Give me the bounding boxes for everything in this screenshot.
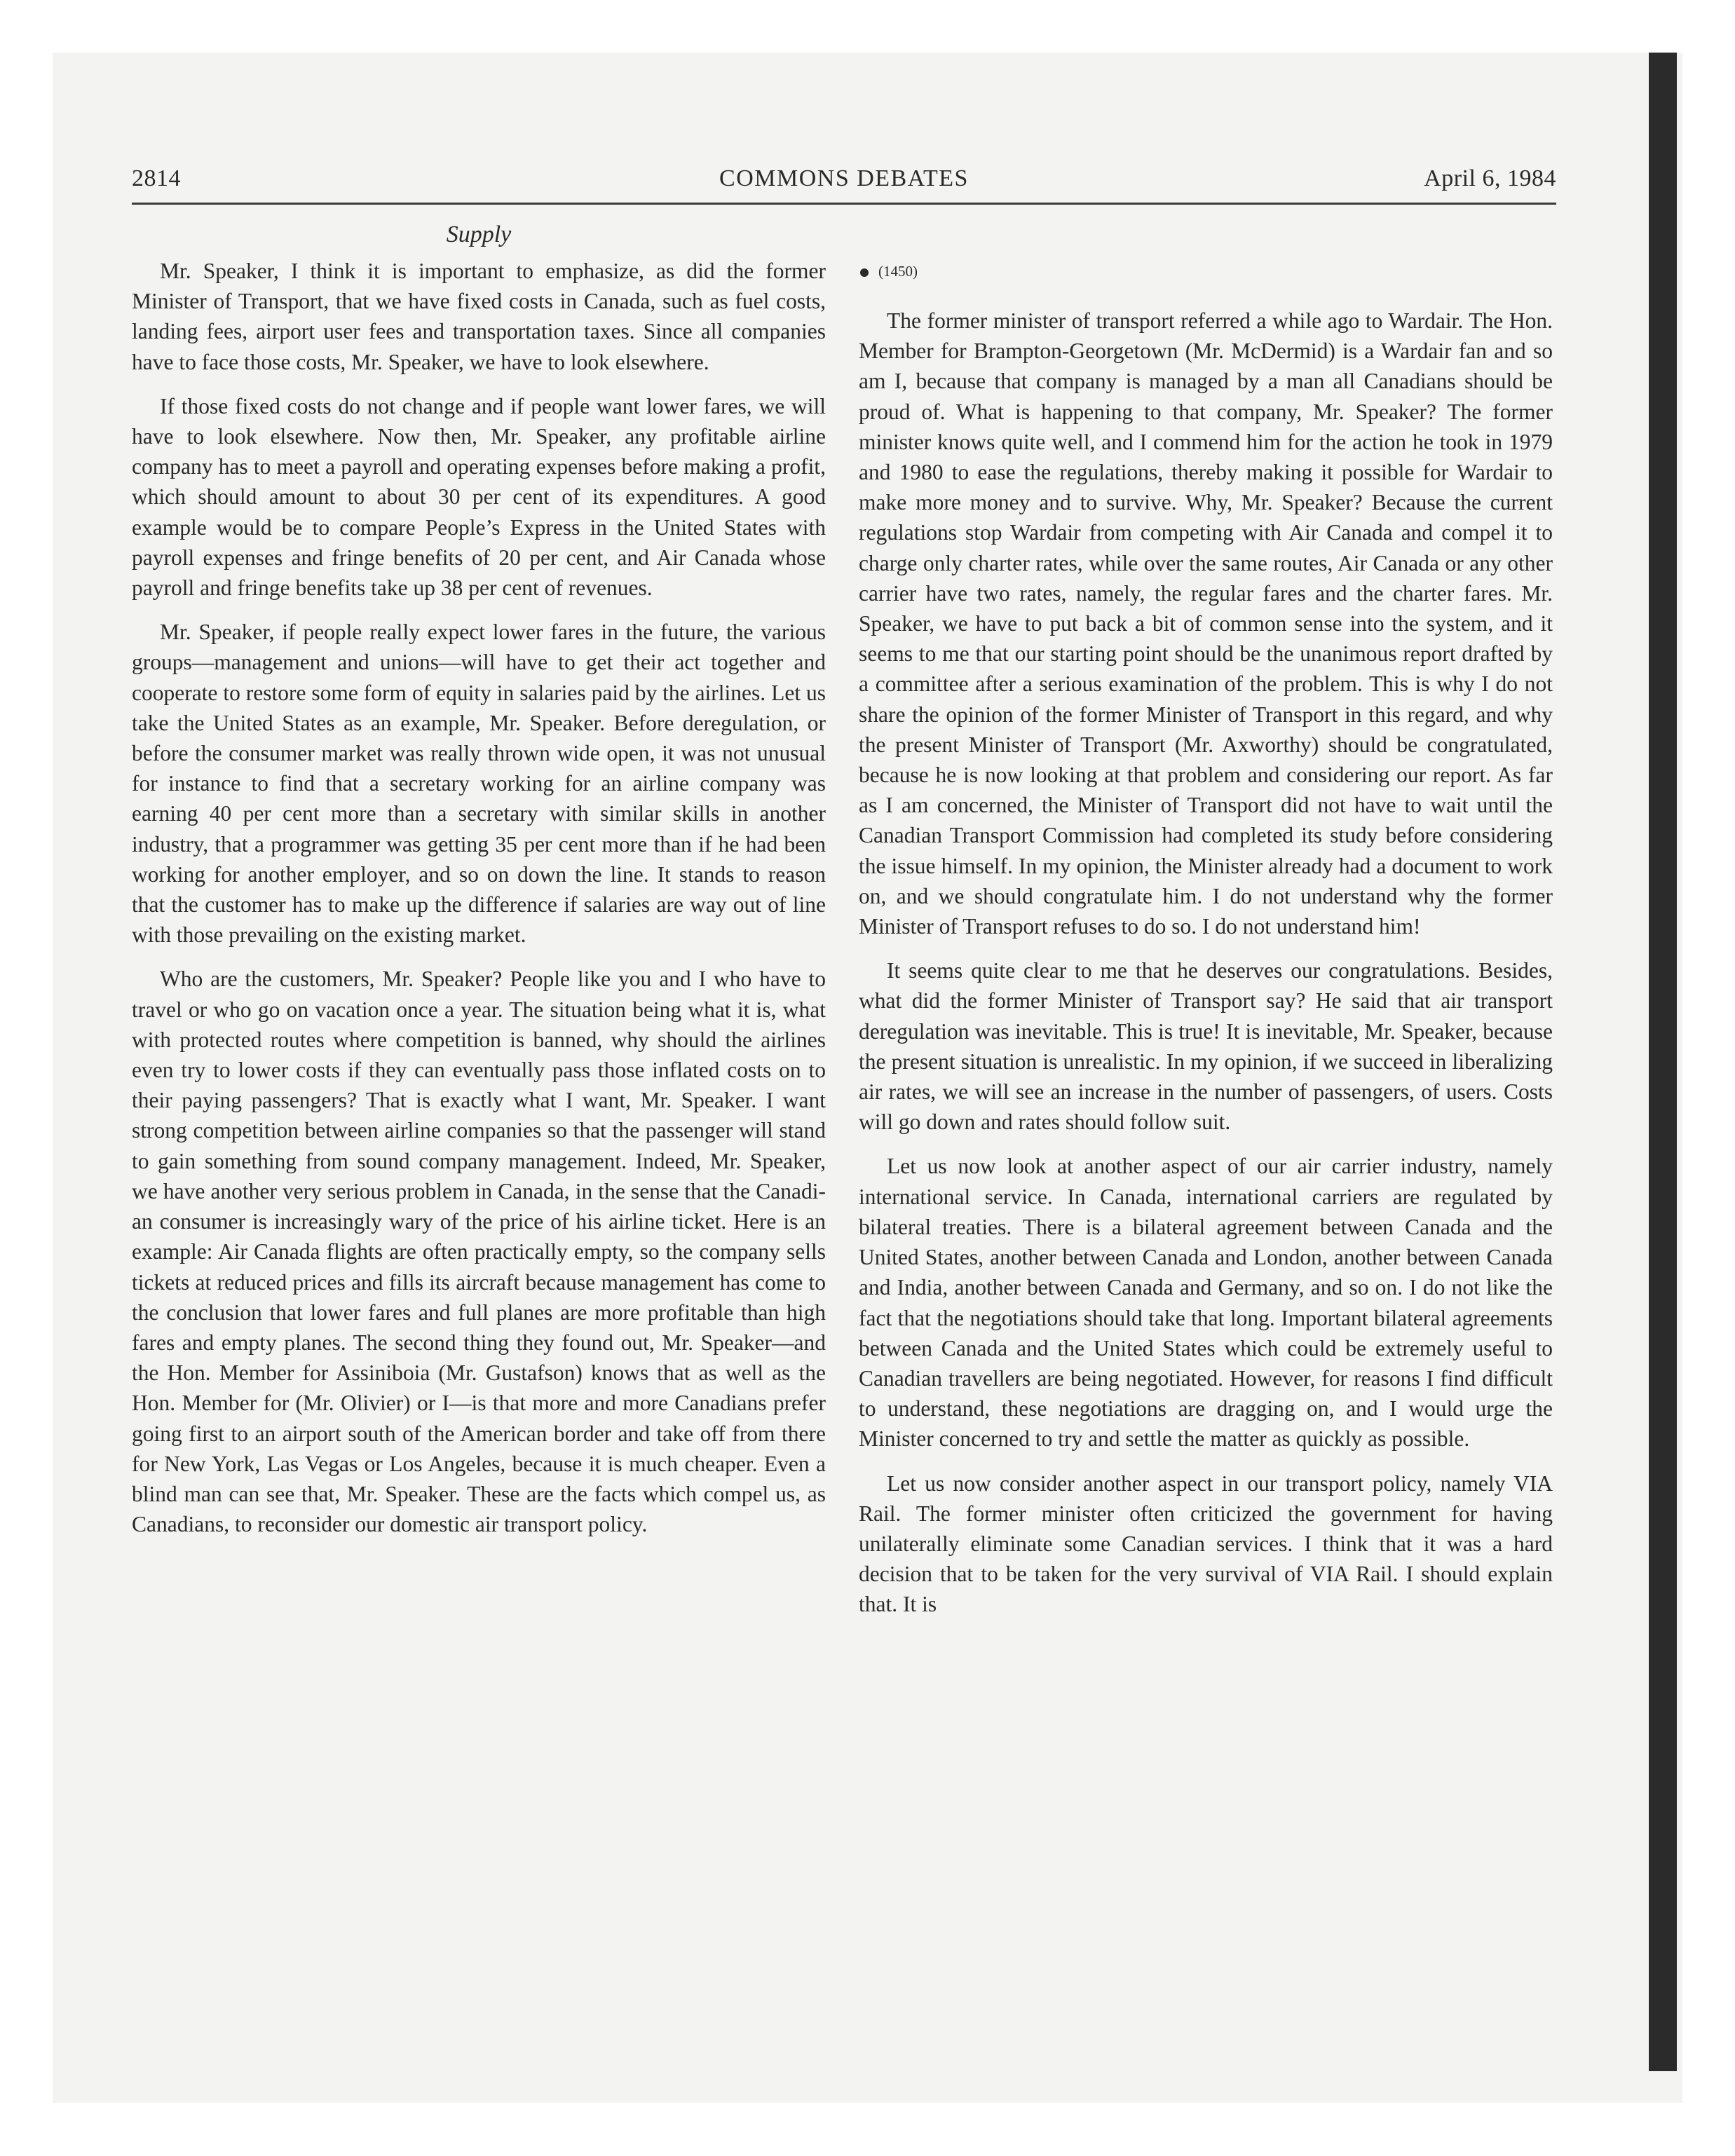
- page-date: April 6, 1984: [1424, 165, 1556, 191]
- publication-title: COMMONS DEBATES: [719, 165, 969, 191]
- time-marker: [859, 254, 1553, 289]
- paragraph: It seems quite clear to me that he deserves our congratulations. Besides, what did the former Minister of Transport say? He said that air transport deregulation was inevitable. This is true! It is inevitable, Mr. Speaker, because the present situation is unrealistic. In my opinion, if we succeed in liberalizing air rates, we will see an increase in the number of passengers, of users. Costs will go down and rates should follow suit.: [859, 958, 1553, 1135]
- scan-edge-shadow: [1649, 53, 1677, 2071]
- paragraph: Let us now look at another aspect of our air carrier industry, namely international service. In Canada, international carriers are regulated by bilateral treaties. There is a bilateral agreement between Canada and the United States, another between Canada and London, another between Canada and India, another between Canada and Germany, and so on. I do not like the fact that the negotiations should take that long. Important bilateral agreements between Canada and the United States which could be extremely useful to Canadian travellers are being negotiated. However, for reasons I find difficult to understand, these negotiations are dragging on, and I would urge the Minister concerned to try and settle the matter as quickly as possible.: [859, 1154, 1553, 1452]
- paragraph: Let us now consider another aspect in our transport policy, namely VIA Rail. The former minister often criticized the government for having unilaterally eliminate some Canadian services. I think that it was a hard decision that to be taken for the very survival of VIA Rail. I should explain that. It is: [859, 1471, 1553, 1617]
- paragraph: The former minister of transport referred a while ago to Wardair. The Hon. Member for Brampton-Georgetown (Mr. McDermid) is a Wardair fan and so am I, because that company is managed by a man all Canadians should be proud of. What is happening to that company, Mr. Speaker? The former minister knows quite well, and I commend him for the action he took in 1979 and 1980 to ease the regulations, thereby making it possible for Wardair to make more money and to survive. Why, Mr. Speaker? Because the current regulations stop Wardair from competing with Air Canada and compel it to charge only charter rates, while over the same routes, Air Canada or any other carrier have two rates, namely, the regular fares and the charter fares. Mr. Speaker, we have to put back a bit of common sense into the system, and it seems to me that our starting point should be the unanimous report drafted by a committee after a serious examination of the problem. This is why I do not share the opinion of the former Minister of Transport in this regard, and why the present Minister of Transport (Mr. Axworthy) should be congratulated, because he is now looking at that problem and considering our report. As far as I am concerned, the Minister of Transport did not have to wait until the Canadian Transport Commission had completed its study before considering the issue himself. In my opinion, the Minister already had a document to work on, and we should congratulate him. I do not understand why the former Minister of Transport refuses to do so. I do not understand him!: [859, 308, 1553, 939]
- page-number: 2814: [132, 165, 181, 191]
- right-column: [859, 254, 1553, 1634]
- paragraph: Mr. Speaker, if people really expect lower fares in the future, the various groups—management and unions—will have to get their act together and cooperate to restore some form of equity in salaries paid by the airlines. Let us take the United States as an example, Mr. Speaker. Before deregulation, or before the consumer market was really thrown wide open, it was not unusual for instance to find that a secretary working for an airline company was earning 40 per cent more than a secretary with similar skills in another industry, that a programmer was getting 35 per cent more than if he had been working for another employer, and so on down the line. It stands to reason that the customer has to make up the difference if salaries are way out of line with those prevailing on the existing market.: [132, 620, 826, 948]
- time-marker-label: (1450): [878, 263, 918, 280]
- paragraph: If those fixed costs do not change and if people want lower fares, we will have to look elsewhere. Now then, Mr. Speaker, any profitable airline company has to meet a payroll and operating expenses before making a profit, which should amount to about 30 per cent of its expenditures. A good example would be to compare People’s Express in the United States with payroll expenses and fringe benefits of 20 per cent, and Air Canada whose payroll and fringe benefits take up 38 per cent of revenues.: [132, 393, 826, 601]
- page-header: [132, 165, 1556, 203]
- paragraph: Who are the customers, Mr. Speaker? People like you and I who have to travel or who go on vacation once a year. The situation being what it is, what with protected routes where competition is banned, why should the airlines even try to lower costs if they can eventually pass those inflated costs on to their paying passengers? That is exactly what I want, Mr. Speaker. I want strong competition between airline companies so that the passenger will stand to gain something from sound company management. Indeed, Mr. Speaker, we have another very serious problem in Canada, in the sense that the Canadian consumer is increasingly wary of the price of his airline ticket. Here is an example: Air Canada flights are often practically empty, so the company sells tickets at reduced prices and fills its aircraft because management has come to the conclusion that lower fares and full planes are more profitable than high fares and empty planes. The second thing they found out, Mr. Speaker—and the Hon. Member for Assiniboia (Mr. Gustafson) knows that as well as the Hon. Member for (Mr. Olivier) or I—is that more and more Canadians prefer going first to an airport south of the American border and take off from there for New York, Las Vegas or Los Angeles, because it is much cheaper. Even a blind man can see that, Mr. Speaker. These are the facts which compel us, as Canadians, to reconsider our domestic air transport policy.: [132, 967, 826, 1537]
- paragraph: Mr. Speaker, I think it is important to emphasize, as did the former Minister of Transport, that we have fixed costs in Canada, such as fuel costs, landing fees, airport user fees and transportation taxes. Since all companies have to face those costs, Mr. Speaker, we have to look elsewhere.: [132, 259, 826, 374]
- left-column: [132, 256, 826, 1553]
- header-rule: [132, 203, 1556, 205]
- section-title: Supply: [446, 221, 512, 247]
- bullet-icon: [860, 268, 869, 277]
